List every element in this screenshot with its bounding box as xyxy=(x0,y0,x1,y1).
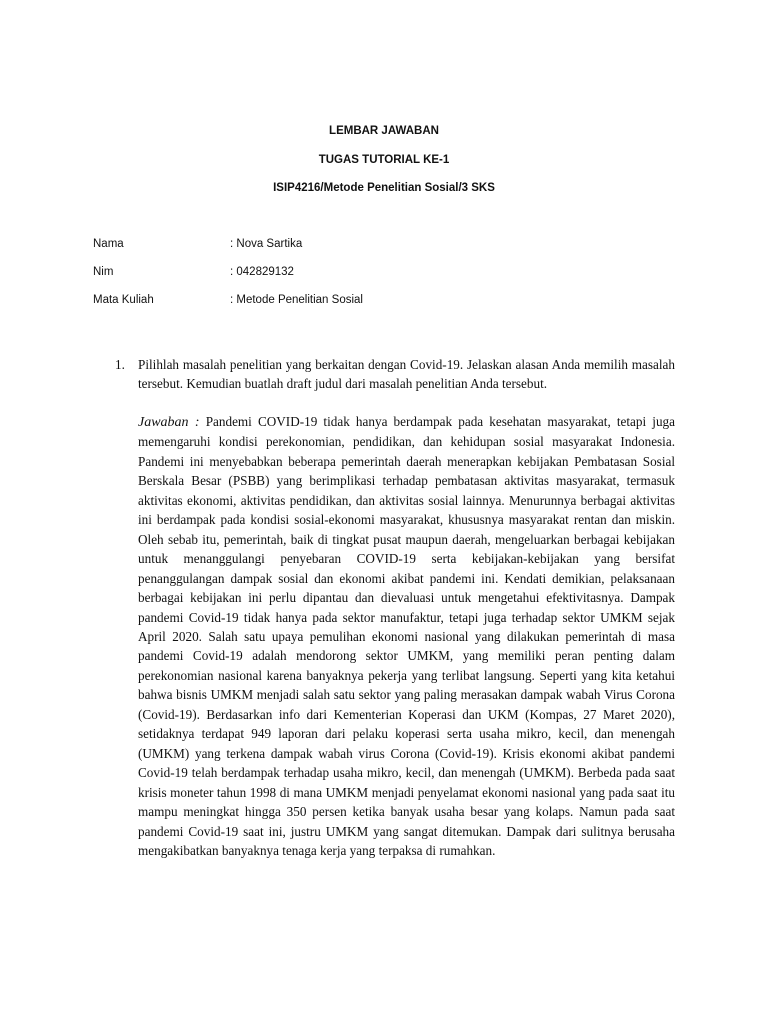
name-label: Nama xyxy=(93,238,124,250)
answer-text: Pandemi COVID-19 tidak hanya berdampak pada kesehatan masyarakat, tetapi juga memengaruhi kondisi perekonomian, pendidikan, dan kehidupan sosial masyarakat Indonesia. Pandemi ini menyebabkan beberapa pemerintah daerah menerapkan kebijakan Pembatasan Sosial Berskala Besar (PSBB) yang berimplikasi terhadap pembatasan aktivitas masyarakat, termasuk aktivitas ekonomi, aktivitas pendidikan, dan aktivitas sosial lainnya. Menurunnya berbagai aktivitas ini berdampak pada kondisi sosial-ekonomi masyarakat, khususnya masyarakat rentan dan miskin. Oleh sebab itu, pemerintah, baik di tingkat pusat maupun daerah, mengeluarkan berbagai kebijakan untuk menanggulangi penyebaran COVID-19 serta kebijakan-kebijakan yang bersifat penanggulangan dampak sosial dan ekonomi akibat pandemi ini. Kendati demikian, pelaksanaan berbagai kebijakan ini perlu dipantau dan dievaluasi untuk mengetahui efektivitasnya. Dampak pandemi Covid-19 tidak hanya pada sektor manufaktur, tetapi juga terhadap sektor UMKM sejak April 2020. Salah satu upaya pemulihan ekonomi nasional yang dilakukan pemerintah di masa pandemi Covid-19 adalah mendorong sektor UMKM, yang memiliki peran penting dalam perekonomian nasional karena banyaknya pekerja yang terlibat langsung. Seperti yang kita ketahui bahwa bisnis UMKM menjadi salah satu sektor yang paling merasakan dampak wabah Virus Corona (Covid-19). Berdasarkan info dari Kementerian Koperasi dan UKM (Kompas, 27 Maret 2020), setidaknya terdapat 949 laporan dari pelaku koperasi serta usaha mikro, kecil, dan menengah (UMKM) yang terkena dampak wabah virus Corona (Covid-19). Krisis ekonomi akibat pandemi Covid-19 telah berdampak terhadap usaha mikro, kecil, dan menengah (UMKM). Berbeda pada saat krisis moneter tahun 1998 di mana UMKM menjadi penyelamat ekonomi nasional yang pada saat itu mampu meningkat hingga 350 persen ketika banyak usaha besar yang kolaps. Namun pada saat pandemi Covid-19 saat ini, justru UMKM yang sangat ditemukan. Dampak dari sulitnya berusaha mengakibatkan banyaknya tenaga kerja yang terpaksa di rumahkan. xyxy=(138,414,676,858)
answer-label: Jawaban : xyxy=(138,415,200,430)
nim-value: : 042829132 xyxy=(230,266,294,278)
answer-paragraph xyxy=(138,412,675,860)
course-label: Mata Kuliah xyxy=(93,294,154,306)
course-code-title: ISIP4216/Metode Penelitian Sosial/3 SKS xyxy=(273,182,495,194)
course-value: : Metode Penelitian Sosial xyxy=(230,294,363,306)
question-text: Pilihlah masalah penelitian yang berkaitan dengan Covid-19. Jelaskan alasan Anda memilih masalah tersebut. Kemudian buatlah draft judul dari masalah penelitian Anda tersebut. xyxy=(138,357,675,392)
assignment-title: TUGAS TUTORIAL KE-1 xyxy=(318,154,450,166)
nim-label: Nim xyxy=(93,266,114,278)
name-value: : Nova Sartika xyxy=(230,238,303,250)
question-number: 1. xyxy=(115,357,125,372)
document-title: LEMBAR JAWABAN xyxy=(329,125,439,137)
